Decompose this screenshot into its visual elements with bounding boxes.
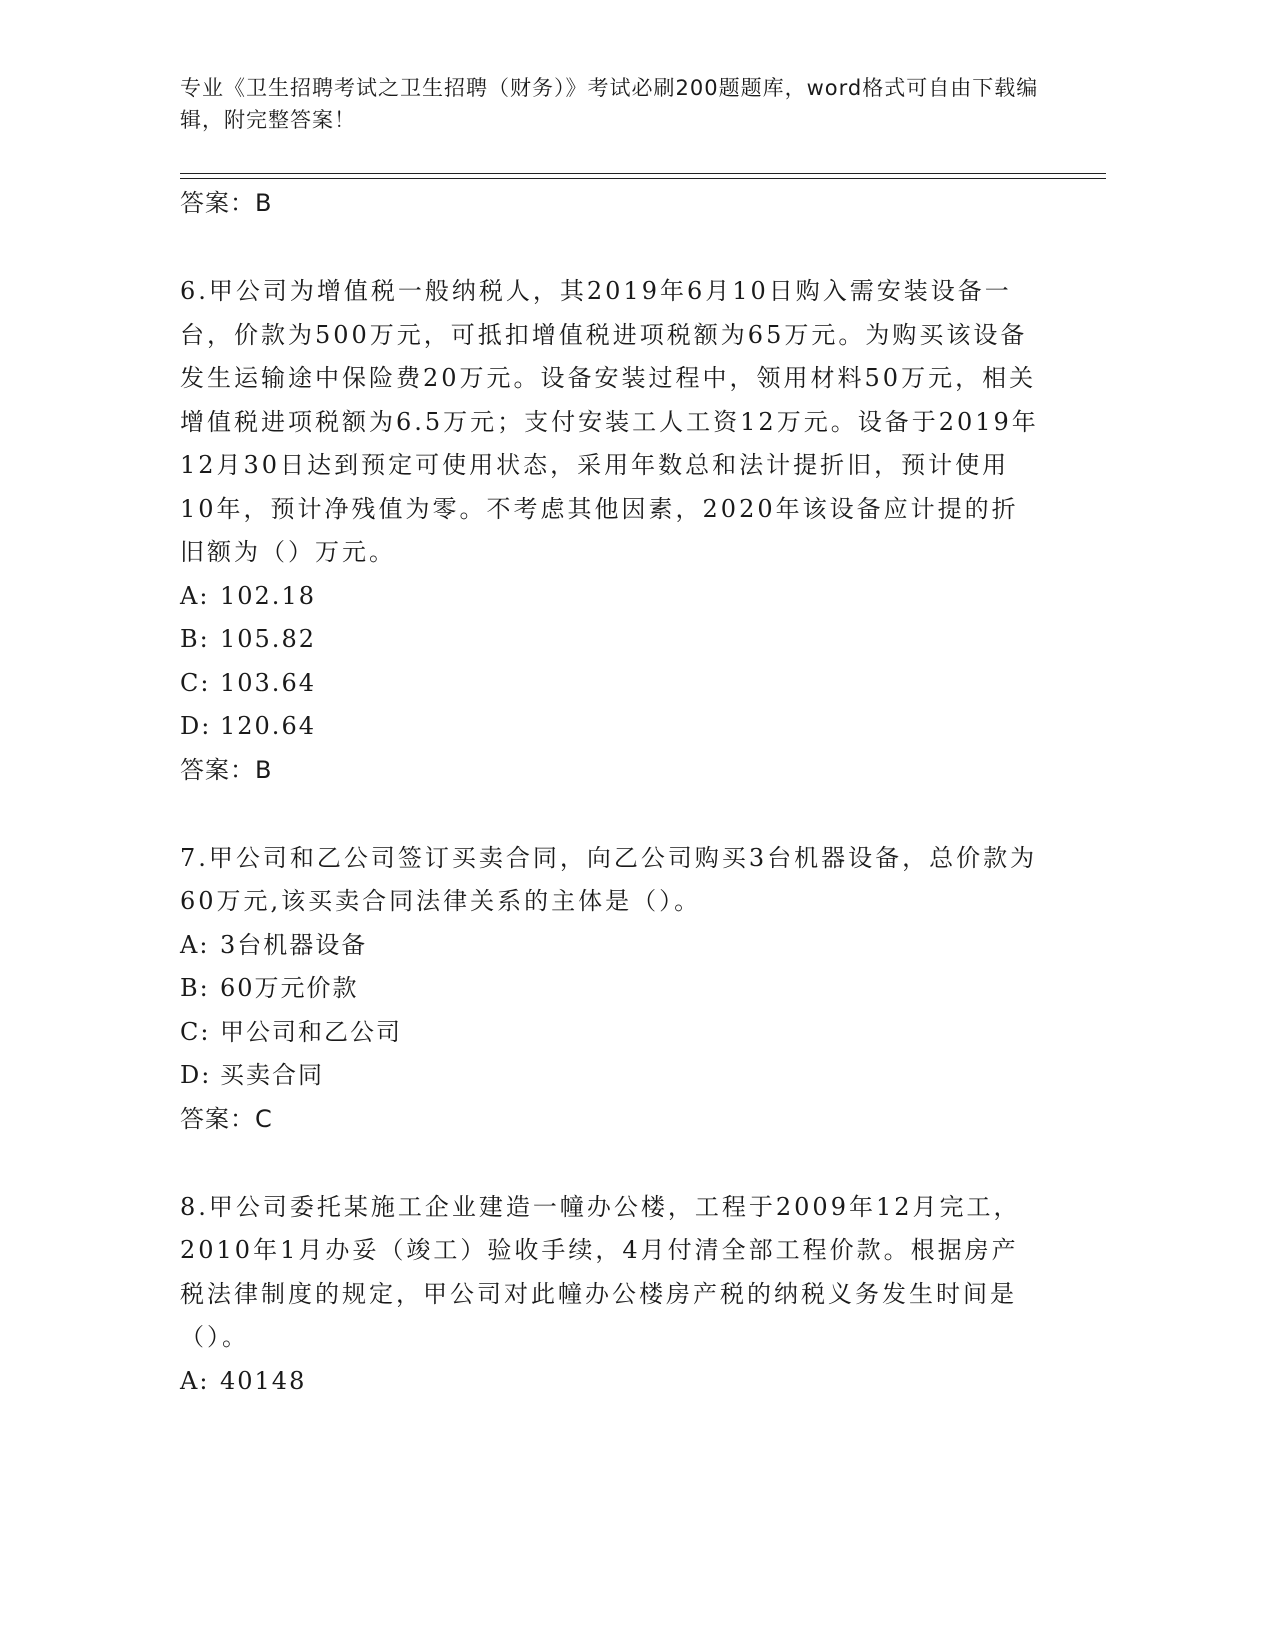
option-c	[180, 662, 1040, 706]
option-d	[180, 705, 1040, 749]
option-a	[180, 1360, 1040, 1404]
option-label: B:	[180, 625, 210, 653]
header-rule-top	[180, 173, 1106, 174]
question-block	[180, 270, 1040, 792]
question-text: 6.甲公司为增值税一般纳税人，其2019年6月10日购入需安装设备一台，价款为500万元，可抵扣增值税进项税额为65万元。为购买该设备发生运输途中保险费20万元。设备安装过程中，领用材料50万元，相关增值税进项税额为6.5万元；支付安装工人工资12万元。设备于2019年12月30日达到预定可使用状态，采用年数总和法计提折旧，预计使用10年，预计净残值为零。不考虑其他因素，2020年该设备应计提的折旧额为（）万元。	[180, 277, 1039, 566]
option-text: 甲公司和乙公司	[220, 1017, 402, 1046]
option-text: 买卖合同	[220, 1061, 324, 1089]
option-text: 3台机器设备	[220, 930, 368, 959]
option-label: B:	[180, 974, 210, 1002]
option-a	[180, 575, 1040, 619]
answer-line: 答案：B	[180, 189, 273, 217]
option-text: 105.82	[220, 625, 316, 653]
option-label: A:	[180, 581, 210, 610]
question-text: 8.甲公司委托某施工企业建造一幢办公楼，工程于2009年12月完工，2010年1月办妥（竣工）验收手续，4月付清全部工程价款。根据房产税法律制度的规定，甲公司对此幢办公楼房产税的纳税义务发生时间是（）。	[180, 1192, 1021, 1351]
option-text: 40148	[220, 1366, 307, 1395]
option-label: C:	[180, 668, 211, 697]
header-rule-bottom	[180, 178, 1106, 179]
option-text: 120.64	[220, 712, 316, 740]
option-b	[180, 967, 1040, 1011]
option-c	[180, 1011, 1040, 1055]
option-b	[180, 618, 1040, 662]
option-d	[180, 1054, 1040, 1098]
document-header: 专业《卫生招聘考试之卫生招聘（财务）》考试必刷200题题库，word格式可自由下载编辑，附完整答案！	[180, 76, 1039, 132]
question-list	[180, 182, 1040, 1403]
option-label: D:	[180, 712, 212, 740]
option-a	[180, 924, 1040, 968]
answer-line: 答案：B	[180, 755, 273, 784]
option-text: 60万元价款	[220, 974, 359, 1002]
option-label: A:	[180, 930, 210, 959]
option-text: 103.64	[220, 668, 316, 697]
question-block	[180, 837, 1040, 1141]
option-label: D:	[180, 1061, 212, 1089]
question-block	[180, 1186, 1040, 1404]
option-text: 102.18	[220, 581, 316, 610]
option-label: C:	[180, 1017, 211, 1046]
option-label: A:	[180, 1366, 210, 1395]
answer-line: 答案：C	[180, 1104, 273, 1133]
question-text: 7.甲公司和乙公司签订买卖合同，向乙公司购买3台机器设备，总价款为60万元,该买卖合同法律关系的主体是（）。	[180, 843, 1038, 915]
